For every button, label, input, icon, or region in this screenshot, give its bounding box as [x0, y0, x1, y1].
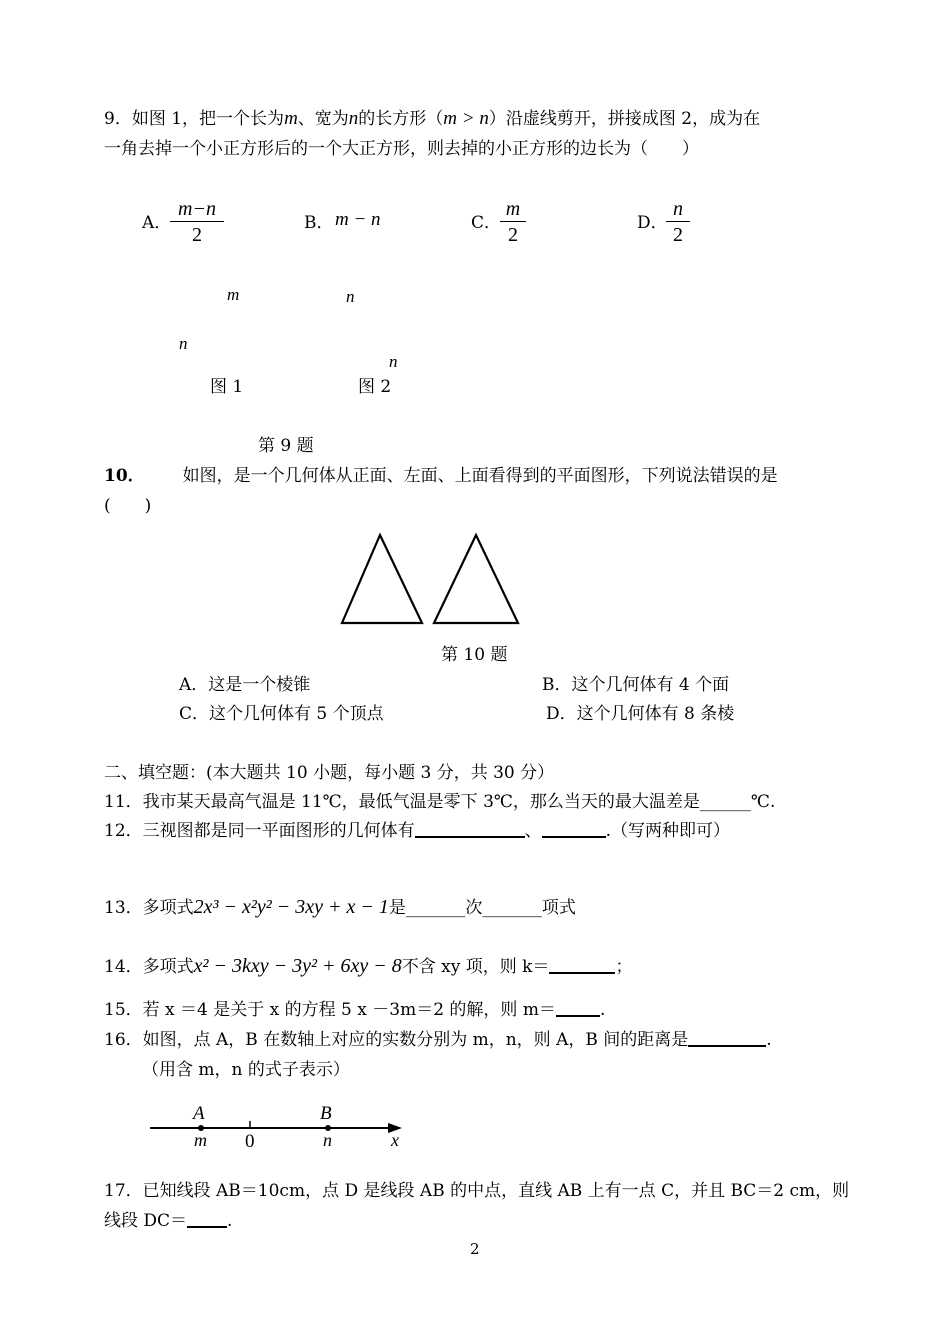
section2-heading: 二、填空题：(本大题共 10 小题，每小题 3 分，共 30 分） — [104, 763, 555, 783]
q10-side-view-triangle — [434, 535, 518, 623]
q10-paren: ( ) — [104, 496, 152, 516]
q9-line1: 9．如图 1，把一个长为m、宽为n的长方形（m > n）沿虚线剪开，拼接成图 2，成为在 — [104, 108, 761, 129]
point-b-label: B — [320, 1103, 332, 1124]
q14-blank[interactable] — [549, 956, 615, 974]
q9-fig-m-label: m — [227, 285, 240, 304]
axis-x-label: x — [391, 1130, 399, 1150]
page-number: 2 — [470, 1240, 480, 1258]
q9-line2: 一角去掉一个小正方形后的一个大正方形，则去掉的小正方形的边长为（ ） — [104, 139, 699, 159]
q9-caption: 第 9 题 — [258, 436, 314, 456]
q16-line2: （用含 m，n 的式子表示） — [142, 1060, 350, 1080]
point-a-label: A — [193, 1103, 205, 1124]
q10-line1: 10． 如图，是一个几何体从正面、左面、上面看得到的平面图形，下列说法错误的是 — [104, 466, 778, 486]
q17-line2: 线段 DC＝ . — [104, 1211, 233, 1231]
q10-option-b: B．这个几何体有 4 个面 — [542, 675, 730, 695]
q12-blank-1[interactable] — [415, 820, 525, 838]
q16-number-line — [148, 1100, 418, 1156]
q17-blank[interactable] — [187, 1210, 227, 1228]
q12: 12．三视图都是同一平面图形的几何体有 、 .（写两种即可） — [104, 821, 731, 841]
point-a-value: m — [194, 1130, 207, 1150]
origin-label: 0 — [245, 1131, 255, 1152]
q9-option-b-label: B． — [304, 213, 334, 233]
q10-option-d: D．这个几何体有 8 条棱 — [546, 704, 735, 724]
q9-option-a-fraction: $\frac{m-n}{2}$ — [170, 197, 224, 248]
q9-option-c-label: C． — [471, 213, 502, 233]
q14: 14．多项式x² − 3kxy − 3y² + 6xy − 8不含 xy 项，则 k＝ ； — [104, 955, 633, 977]
q10-caption: 第 10 题 — [441, 645, 508, 665]
q16-line1: 16．如图，点 A，B 在数轴上对应的实数分别为 m，n，则 A，B 间的距离是 . — [104, 1030, 772, 1050]
q9-option-b-text: m − n — [335, 209, 381, 230]
q9-fig2-caption: 图 2 — [358, 377, 392, 397]
q16-blank[interactable] — [688, 1029, 766, 1047]
q9-option-c-fraction: $\frac{m}{2}$ — [500, 197, 526, 248]
q12-blank-2[interactable] — [542, 820, 606, 838]
q15: 15．若 x ＝4 是关于 x 的方程 5 x －3m＝2 的解，则 m＝ . — [104, 1000, 606, 1020]
q17-line1: 17．已知线段 AB＝10cm，点 D 是线段 AB 的中点，直线 AB 上有一点 C，并且 BC＝2 cm，则 — [104, 1181, 850, 1201]
q9-fig-n-label-left: n — [179, 334, 188, 353]
q9-fig-n-label-top: n — [346, 287, 355, 306]
q10-option-c: C．这个几何体有 5 个顶点 — [179, 704, 384, 724]
q10-option-a: A．这是一个棱锥 — [179, 675, 311, 695]
q10-front-view-triangle — [342, 535, 422, 623]
q11: 11．我市某天最高气温是 11℃，最低气温是零下 3℃，那么当天的最大温差是______℃. — [104, 792, 776, 812]
point-b-value: n — [323, 1130, 332, 1150]
q9-option-d-label: D． — [637, 213, 668, 233]
q9-option-a-label: A． — [142, 213, 172, 233]
q9-fig-n-label-bottom: n — [389, 352, 398, 371]
q13: 13．多项式2x³ − x²y² − 3xy + x − 1是_______次_______项式 — [104, 896, 576, 918]
q9-fig1-caption: 图 1 — [210, 377, 244, 397]
q15-blank[interactable] — [556, 999, 600, 1017]
q9-option-d-fraction: $\frac{n}{2}$ — [666, 197, 690, 248]
q10-figure — [338, 532, 528, 628]
